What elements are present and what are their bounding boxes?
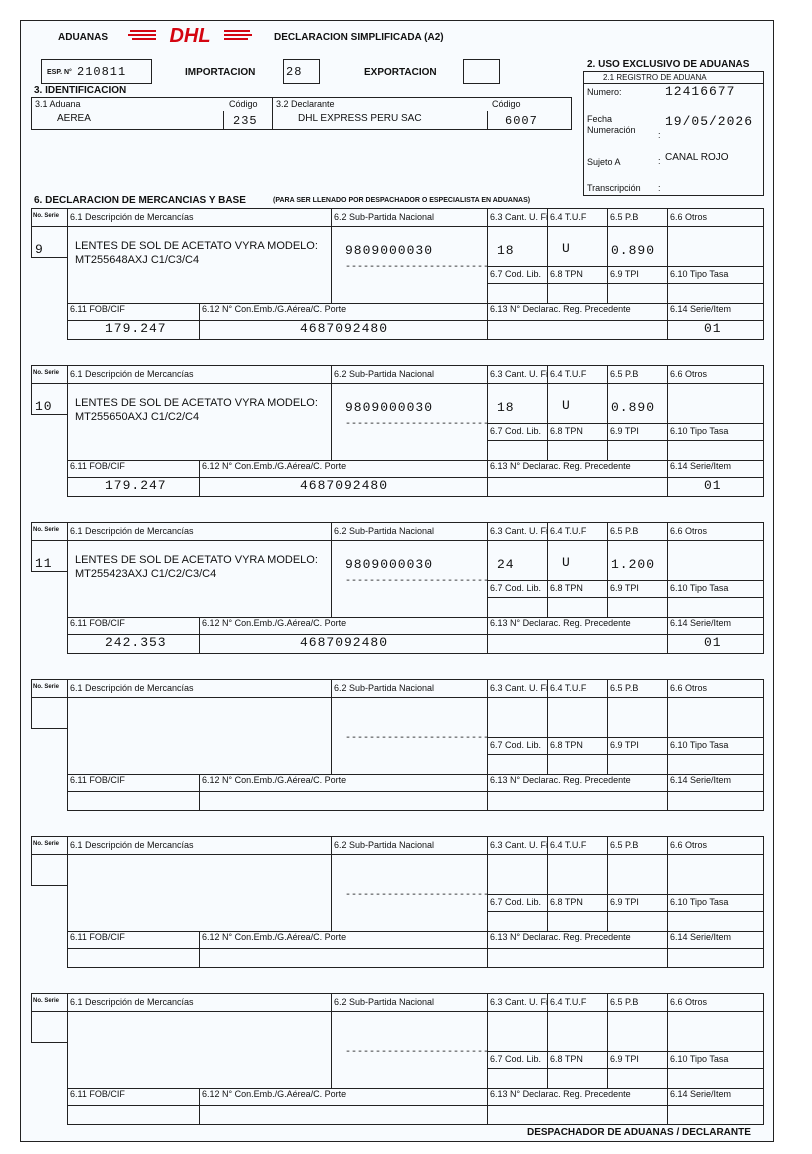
fob-value: 179.247	[105, 478, 167, 493]
tpn-label: 6.8 TPN	[550, 269, 583, 279]
col-divider	[487, 460, 488, 497]
serieitem-label: 6.14 Serie/Item	[670, 304, 732, 314]
row-divider	[31, 1011, 68, 1012]
declarac-label: 6.13 N° Declarac. Reg. Precedente	[490, 618, 631, 628]
col-divider	[487, 208, 488, 303]
cant-value: 18	[497, 400, 515, 415]
serie-value: 10	[35, 399, 53, 414]
fob-label: 6.11 FOB/CIF	[70, 461, 125, 471]
cant-label: 6.3 Cant. U. Fi	[490, 683, 549, 693]
desc-line-1: LENTES DE SOL DE ACETATO VYRA MODELO:	[75, 554, 318, 566]
transcripcion-label: Transcripción	[587, 183, 641, 193]
row-divider	[67, 320, 764, 321]
desc-line-1: LENTES DE SOL DE ACETATO VYRA MODELO:	[75, 240, 318, 252]
col-divider	[607, 522, 608, 617]
codlib-label: 6.7 Cod. Lib.	[490, 740, 542, 750]
cant-value: 18	[497, 243, 515, 258]
row-divider	[487, 1068, 764, 1069]
tpn-label: 6.8 TPN	[550, 426, 583, 436]
subpartida-dashes: ------------------------	[345, 733, 490, 744]
tasa-label: 6.10 Tipo Tasa	[670, 740, 729, 750]
serieitem-value: 01	[704, 635, 722, 650]
uso-sub: 2.1 REGISTRO DE ADUANA	[603, 73, 707, 82]
row-divider	[487, 911, 764, 912]
declarante-value: DHL EXPRESS PERU SAC	[298, 113, 422, 124]
porte-value: 4687092480	[300, 478, 389, 493]
serie-label: No. Serie	[33, 370, 60, 376]
subpartida-dashes: ------------------------	[345, 890, 490, 901]
codlib-label: 6.7 Cod. Lib.	[490, 897, 542, 907]
serie-value: 9	[35, 242, 44, 257]
subpartida-label: 6.2 Sub-Partida Nacional	[334, 683, 435, 693]
col-divider	[667, 836, 668, 931]
col-divider	[199, 931, 200, 968]
row-divider	[31, 697, 68, 698]
tuf-label: 6.4 T.U.F	[550, 526, 587, 536]
col-divider	[667, 679, 668, 774]
serieitem-label: 6.14 Serie/Item	[670, 1089, 732, 1099]
desc-line-1: LENTES DE SOL DE ACETATO VYRA MODELO:	[75, 397, 318, 409]
cant-label: 6.3 Cant. U. Fi	[490, 212, 549, 222]
fecha-label-2: Numeración	[587, 125, 636, 135]
serie-label: No. Serie	[33, 527, 60, 533]
desc-label: 6.1 Descripción de Mercancías	[70, 212, 194, 222]
row-divider	[67, 697, 764, 698]
pb-label: 6.5 P.B	[610, 683, 639, 693]
tpn-label: 6.8 TPN	[550, 897, 583, 907]
col-divider	[607, 993, 608, 1088]
row-divider	[487, 754, 764, 755]
codlib-label: 6.7 Cod. Lib.	[490, 583, 542, 593]
codlib-label: 6.7 Cod. Lib.	[490, 269, 542, 279]
dhl-logo	[128, 24, 254, 46]
subpartida-value: 9809000030	[345, 557, 434, 572]
subpartida-dashes: ------------------------	[345, 1047, 490, 1058]
row-divider	[487, 737, 764, 738]
row-divider	[31, 854, 68, 855]
desc-label: 6.1 Descripción de Mercancías	[70, 369, 194, 379]
col-divider	[667, 617, 668, 654]
tpi-label: 6.9 TPI	[610, 426, 639, 436]
ident-divider-3	[487, 111, 488, 130]
subpartida-label: 6.2 Sub-Partida Nacional	[334, 840, 435, 850]
desc-label: 6.1 Descripción de Mercancías	[70, 997, 194, 1007]
desc-line-2: MT255650AXJ C1/C2/C4	[75, 411, 200, 423]
pb-value: 0.890	[611, 243, 656, 258]
esp-value: 210811	[77, 65, 127, 79]
col-divider	[487, 931, 488, 968]
subpartida-dashes: ------------------------	[345, 419, 490, 430]
col-divider	[487, 993, 488, 1088]
row-divider	[67, 477, 764, 478]
desc-label: 6.1 Descripción de Mercancías	[70, 526, 194, 536]
col-divider	[607, 365, 608, 460]
row-divider	[487, 283, 764, 284]
numero-label: Numero:	[587, 87, 622, 97]
row-divider	[67, 1011, 764, 1012]
aduana-value: AEREA	[57, 113, 91, 124]
tasa-label: 6.10 Tipo Tasa	[670, 583, 729, 593]
col-divider	[487, 1088, 488, 1125]
row-divider	[67, 226, 764, 227]
col-divider	[667, 1088, 668, 1125]
desc-label: 6.1 Descripción de Mercancías	[70, 840, 194, 850]
desc-label: 6.1 Descripción de Mercancías	[70, 683, 194, 693]
pb-label: 6.5 P.B	[610, 840, 639, 850]
fob-label: 6.11 FOB/CIF	[70, 775, 125, 785]
sujeto-colon: :	[658, 156, 661, 166]
serieitem-label: 6.14 Serie/Item	[670, 618, 732, 628]
row-divider	[487, 580, 764, 581]
tpi-label: 6.9 TPI	[610, 897, 639, 907]
desc-line-2: MT255423AXJ C1/C2/C3/C4	[75, 568, 217, 580]
tuf-value: U	[562, 398, 571, 413]
col-divider	[667, 365, 668, 460]
col-divider	[667, 993, 668, 1088]
col-divider	[547, 208, 548, 303]
row-divider	[31, 540, 68, 541]
tasa-label: 6.10 Tipo Tasa	[670, 1054, 729, 1064]
row-divider	[67, 383, 764, 384]
row-divider	[67, 303, 764, 304]
col-divider	[667, 460, 668, 497]
declarac-label: 6.13 N° Declarac. Reg. Precedente	[490, 1089, 631, 1099]
row-divider	[67, 540, 764, 541]
col-divider	[667, 208, 668, 303]
col-divider	[331, 679, 332, 774]
row-divider	[487, 266, 764, 267]
tasa-label: 6.10 Tipo Tasa	[670, 269, 729, 279]
section6-note: (PARA SER LLENADO POR DESPACHADOR O ESPECIALISTA EN ADUANAS)	[273, 197, 531, 204]
ident-divider-2	[223, 111, 224, 130]
porte-label: 6.12 N° Con.Emb./G.Aérea/C. Porte	[202, 775, 347, 785]
subpartida-label: 6.2 Sub-Partida Nacional	[334, 526, 435, 536]
otros-label: 6.6 Otros	[670, 369, 708, 379]
signature-label: DESPACHADOR DE ADUANAS / DECLARANTE	[527, 1127, 751, 1138]
porte-label: 6.12 N° Con.Emb./G.Aérea/C. Porte	[202, 932, 347, 942]
porte-label: 6.12 N° Con.Emb./G.Aérea/C. Porte	[202, 461, 347, 471]
desc-line-2: MT255648AXJ C1/C3/C4	[75, 254, 200, 266]
tuf-label: 6.4 T.U.F	[550, 369, 587, 379]
otros-label: 6.6 Otros	[670, 526, 708, 536]
col-divider	[487, 365, 488, 460]
serie-value: 11	[35, 556, 53, 571]
col-divider	[487, 522, 488, 617]
pb-value: 1.200	[611, 557, 656, 572]
row-divider	[487, 597, 764, 598]
col-divider	[667, 303, 668, 340]
cant-label: 6.3 Cant. U. Fi	[490, 526, 549, 536]
col-divider	[607, 208, 608, 303]
row-divider	[67, 774, 764, 775]
sujeto-value: CANAL ROJO	[665, 152, 729, 163]
declarante-label: 3.2 Declarante	[276, 99, 335, 109]
row-divider	[67, 791, 764, 792]
row-divider	[487, 440, 764, 441]
tpn-label: 6.8 TPN	[550, 740, 583, 750]
col-divider	[487, 303, 488, 340]
tasa-label: 6.10 Tipo Tasa	[670, 426, 729, 436]
fob-label: 6.11 FOB/CIF	[70, 304, 125, 314]
tpi-label: 6.9 TPI	[610, 740, 639, 750]
pb-label: 6.5 P.B	[610, 526, 639, 536]
subpartida-label: 6.2 Sub-Partida Nacional	[334, 369, 435, 379]
serie-label: No. Serie	[33, 684, 60, 690]
fob-value: 179.247	[105, 321, 167, 336]
importacion-label: IMPORTACION	[185, 67, 256, 78]
tuf-label: 6.4 T.U.F	[550, 997, 587, 1007]
aduana-label: 3.1 Aduana	[35, 99, 81, 109]
col-divider	[199, 303, 200, 340]
cant-label: 6.3 Cant. U. Fi	[490, 997, 549, 1007]
row-divider	[487, 1051, 764, 1052]
col-divider	[667, 774, 668, 811]
aduanas-label: ADUANAS	[58, 32, 108, 43]
ident-divider-1	[272, 97, 273, 130]
row-divider	[67, 931, 764, 932]
serieitem-label: 6.14 Serie/Item	[670, 461, 732, 471]
serieitem-value: 01	[704, 321, 722, 336]
col-divider	[547, 993, 548, 1088]
exportacion-box	[463, 59, 500, 84]
pb-label: 6.5 P.B	[610, 212, 639, 222]
col-divider	[607, 679, 608, 774]
serie-label: No. Serie	[33, 213, 60, 219]
otros-label: 6.6 Otros	[670, 683, 708, 693]
col-divider	[547, 365, 548, 460]
serieitem-label: 6.14 Serie/Item	[670, 932, 732, 942]
col-divider	[331, 836, 332, 931]
col-divider	[331, 365, 332, 460]
ident-title: 3. IDENTIFICACION	[34, 85, 127, 96]
pb-value: 0.890	[611, 400, 656, 415]
codlib-label: 6.7 Cod. Lib.	[490, 426, 542, 436]
tpn-label: 6.8 TPN	[550, 583, 583, 593]
tuf-value: U	[562, 555, 571, 570]
section6-title: 6. DECLARACION DE MERCANCIAS Y BASE	[34, 195, 246, 206]
transcripcion-colon: :	[658, 183, 661, 193]
dhl-logo-graphic	[128, 24, 254, 46]
row-divider	[67, 854, 764, 855]
serie-label: No. Serie	[33, 841, 60, 847]
row-divider	[67, 1105, 764, 1106]
col-divider	[331, 522, 332, 617]
row-divider	[67, 634, 764, 635]
fecha-label-1: Fecha	[587, 114, 613, 124]
porte-value: 4687092480	[300, 635, 389, 650]
tasa-label: 6.10 Tipo Tasa	[670, 897, 729, 907]
cant-label: 6.3 Cant. U. Fi	[490, 369, 549, 379]
otros-label: 6.6 Otros	[670, 997, 708, 1007]
codigo2-label: Código	[492, 99, 521, 109]
tuf-label: 6.4 T.U.F	[550, 840, 587, 850]
row-divider	[31, 383, 68, 384]
otros-label: 6.6 Otros	[670, 212, 708, 222]
codlib-label: 6.7 Cod. Lib.	[490, 1054, 542, 1064]
tpi-label: 6.9 TPI	[610, 269, 639, 279]
porte-value: 4687092480	[300, 321, 389, 336]
col-divider	[199, 617, 200, 654]
importacion-value: 28	[286, 65, 303, 79]
cant-label: 6.3 Cant. U. Fi	[490, 840, 549, 850]
pb-label: 6.5 P.B	[610, 997, 639, 1007]
subpartida-dashes: ------------------------	[345, 576, 490, 587]
col-divider	[547, 522, 548, 617]
serie-label: No. Serie	[33, 998, 60, 1004]
col-divider	[199, 1088, 200, 1125]
col-divider	[487, 617, 488, 654]
tuf-value: U	[562, 241, 571, 256]
col-divider	[199, 460, 200, 497]
col-divider	[199, 774, 200, 811]
porte-label: 6.12 N° Con.Emb./G.Aérea/C. Porte	[202, 304, 347, 314]
row-divider	[487, 894, 764, 895]
tpi-label: 6.9 TPI	[610, 1054, 639, 1064]
declarac-label: 6.13 N° Declarac. Reg. Precedente	[490, 932, 631, 942]
serieitem-label: 6.14 Serie/Item	[670, 775, 732, 785]
fob-value: 242.353	[105, 635, 167, 650]
subpartida-value: 9809000030	[345, 243, 434, 258]
col-divider	[547, 679, 548, 774]
subpartida-label: 6.2 Sub-Partida Nacional	[334, 212, 435, 222]
sujeto-label: Sujeto A	[587, 157, 621, 167]
otros-label: 6.6 Otros	[670, 840, 708, 850]
row-divider	[67, 948, 764, 949]
dhl-logo-text: DHL	[169, 25, 211, 46]
fecha-value: 19/05/2026	[665, 114, 754, 129]
cant-value: 24	[497, 557, 515, 572]
subpartida-value: 9809000030	[345, 400, 434, 415]
codigo1-label: Código	[229, 99, 258, 109]
tpn-label: 6.8 TPN	[550, 1054, 583, 1064]
porte-label: 6.12 N° Con.Emb./G.Aérea/C. Porte	[202, 1089, 347, 1099]
pb-label: 6.5 P.B	[610, 369, 639, 379]
serieitem-value: 01	[704, 478, 722, 493]
uso-title: 2. USO EXCLUSIVO DE ADUANAS	[587, 59, 750, 70]
fecha-colon: :	[658, 130, 661, 140]
col-divider	[487, 774, 488, 811]
importacion-box	[283, 59, 320, 84]
subpartida-label: 6.2 Sub-Partida Nacional	[334, 997, 435, 1007]
exportacion-label: EXPORTACION	[364, 67, 437, 78]
col-divider	[667, 931, 668, 968]
row-divider	[67, 460, 764, 461]
fob-label: 6.11 FOB/CIF	[70, 932, 125, 942]
col-divider	[331, 993, 332, 1088]
fob-label: 6.11 FOB/CIF	[70, 618, 125, 628]
esp-label: ESP. N°	[47, 69, 72, 76]
col-divider	[667, 522, 668, 617]
tuf-label: 6.4 T.U.F	[550, 212, 587, 222]
subpartida-dashes: ------------------------	[345, 262, 490, 273]
col-divider	[487, 836, 488, 931]
numero-value: 12416677	[665, 84, 736, 99]
row-divider	[31, 226, 68, 227]
declarac-label: 6.13 N° Declarac. Reg. Precedente	[490, 461, 631, 471]
row-divider	[67, 617, 764, 618]
esp-box	[41, 59, 152, 84]
form-title: DECLARACION SIMPLIFICADA (A2)	[274, 32, 444, 43]
col-divider	[607, 836, 608, 931]
row-divider	[67, 1088, 764, 1089]
col-divider	[331, 208, 332, 303]
row-divider	[487, 423, 764, 424]
col-divider	[547, 836, 548, 931]
codigo2-value: 6007	[505, 114, 538, 128]
porte-label: 6.12 N° Con.Emb./G.Aérea/C. Porte	[202, 618, 347, 628]
tpi-label: 6.9 TPI	[610, 583, 639, 593]
col-divider	[487, 679, 488, 774]
declarac-label: 6.13 N° Declarac. Reg. Precedente	[490, 775, 631, 785]
codigo1-value: 235	[233, 114, 258, 128]
tuf-label: 6.4 T.U.F	[550, 683, 587, 693]
fob-label: 6.11 FOB/CIF	[70, 1089, 125, 1099]
declarac-label: 6.13 N° Declarac. Reg. Precedente	[490, 304, 631, 314]
